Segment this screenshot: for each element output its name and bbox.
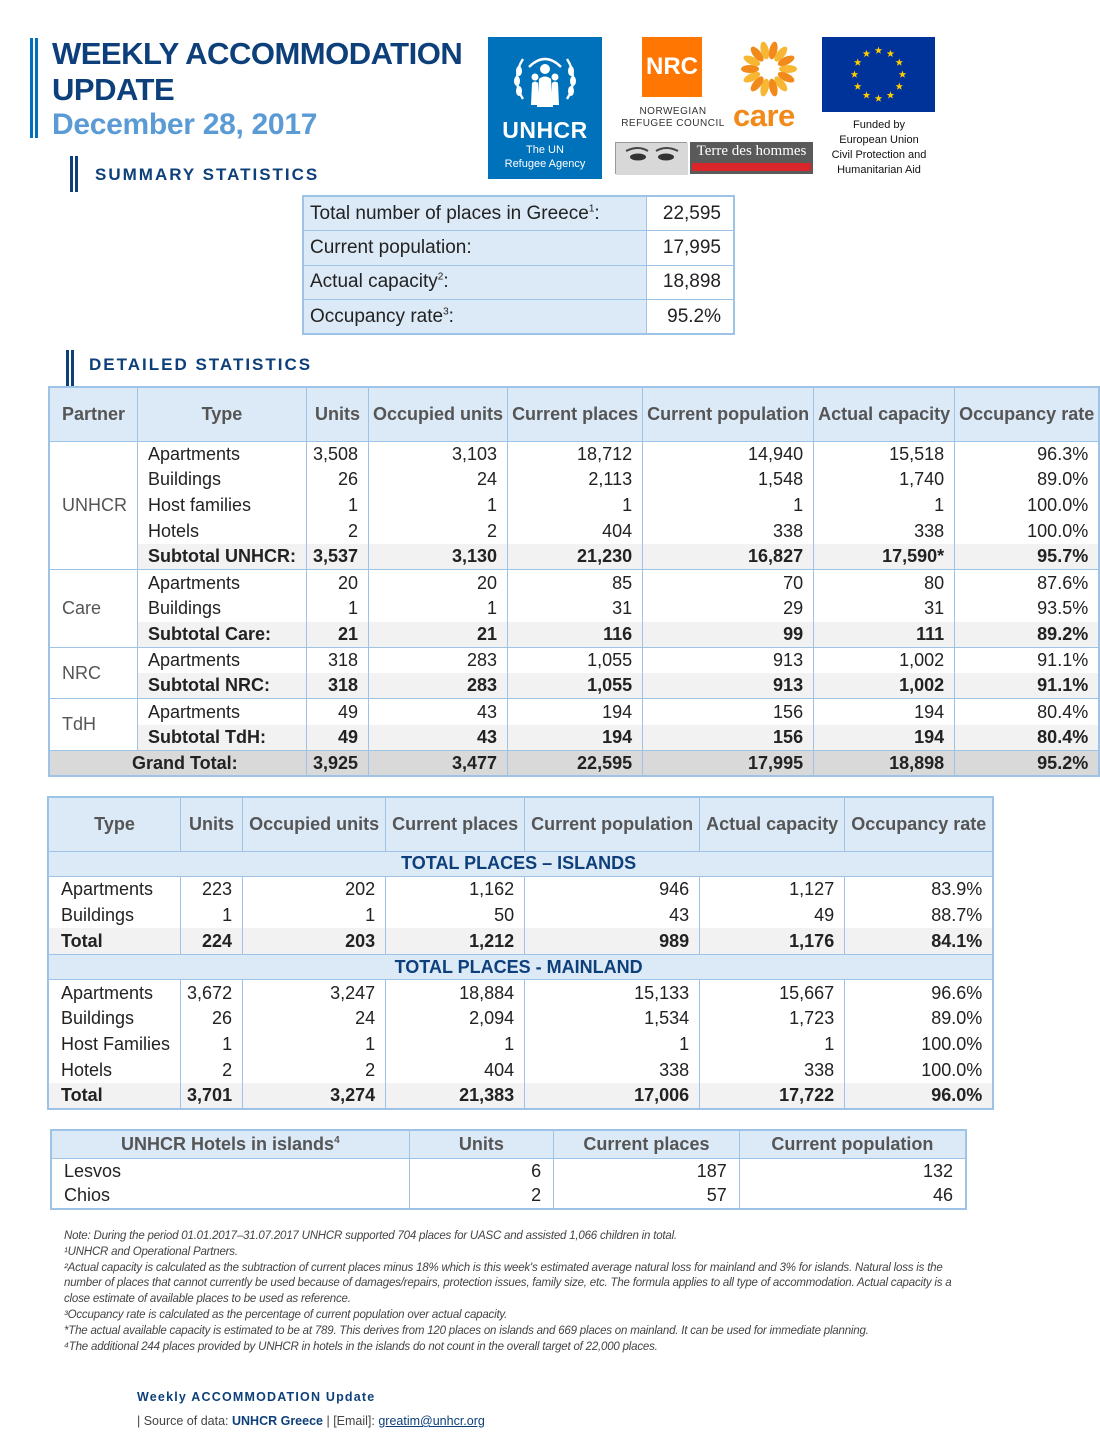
summary-row xyxy=(303,231,734,266)
value-cell: 223 xyxy=(181,877,243,903)
column-header: Actual capacity xyxy=(700,797,845,851)
total-value: 1,176 xyxy=(700,928,845,954)
subtotal-value: 194 xyxy=(508,725,643,751)
title-accent-bar xyxy=(30,38,38,138)
column-header: Occupancy rate xyxy=(955,387,1100,441)
summary-value: 95.2% xyxy=(646,300,734,335)
detailed-heading: DETAILED STATISTICS xyxy=(89,355,313,374)
subtotal-value: 283 xyxy=(369,673,508,699)
star-icon xyxy=(895,59,903,66)
value-cell: 1,548 xyxy=(643,467,814,493)
column-header: Occupied units xyxy=(369,387,508,441)
column-header: Actual capacity xyxy=(814,387,955,441)
column-header: Occupied units xyxy=(243,797,386,851)
unhcr-emblem-icon xyxy=(511,47,579,115)
value-cell: 1 xyxy=(243,903,386,929)
type-cell: Buildings xyxy=(48,903,181,929)
total-label: Total xyxy=(48,1083,181,1109)
star-icon xyxy=(887,50,895,57)
unhcr-logo-text: UNHCR xyxy=(502,117,588,143)
table-row xyxy=(49,493,1099,519)
type-cell: Apartments xyxy=(48,877,181,903)
value-cell: 283 xyxy=(369,647,508,673)
column-header: Current population xyxy=(643,387,814,441)
subtotal-value: 99 xyxy=(643,622,814,648)
grand-total-row xyxy=(49,751,1099,777)
subtotal-value: 194 xyxy=(814,725,955,751)
value-cell: 3,508 xyxy=(306,441,368,467)
value-cell: 1,002 xyxy=(814,647,955,673)
summary-value: 17,995 xyxy=(646,231,734,266)
subtotal-value: 43 xyxy=(369,725,508,751)
tdh-strip xyxy=(692,163,811,171)
value-cell: 49 xyxy=(306,699,368,725)
partner-cell: Care xyxy=(49,570,138,647)
detailed-statistics-table xyxy=(48,386,1100,777)
value-cell: 46 xyxy=(739,1184,966,1210)
location-cell: Chios xyxy=(51,1184,409,1210)
places-table xyxy=(47,796,994,1110)
value-cell: 2,094 xyxy=(386,1006,525,1032)
value-cell: 100.0% xyxy=(845,1057,994,1083)
column-header: Current places xyxy=(554,1130,740,1158)
page-title: WEEKLY ACCOMMODATION UPDATE xyxy=(52,36,463,107)
footnote-ref: 1 xyxy=(588,203,595,215)
subtotal-value: 21 xyxy=(306,622,368,648)
summary-value: 18,898 xyxy=(646,265,734,300)
subtotal-value: 3,537 xyxy=(306,544,368,570)
value-cell: 2 xyxy=(306,518,368,544)
value-cell: 404 xyxy=(386,1057,525,1083)
star-icon xyxy=(851,71,859,78)
partner-cell: TdH xyxy=(49,699,138,751)
summary-label: Total number of places in Greece$^1$: xyxy=(303,196,646,231)
total-row xyxy=(48,928,993,954)
value-cell: 91.1% xyxy=(955,647,1100,673)
value-cell: 338 xyxy=(525,1057,700,1083)
grand-total-label: Grand Total: xyxy=(49,751,306,777)
star-icon xyxy=(854,83,862,90)
value-cell: 132 xyxy=(739,1158,966,1184)
value-cell: 80 xyxy=(814,570,955,596)
value-cell: 946 xyxy=(525,877,700,903)
subtotal-value: 3,130 xyxy=(369,544,508,570)
column-header: Type xyxy=(138,387,307,441)
column-header: Current population xyxy=(739,1130,966,1158)
total-value: 203 xyxy=(243,928,386,954)
table-row xyxy=(49,518,1099,544)
summary-label: Actual capacity$^2$: xyxy=(303,265,646,300)
partner-cell: NRC xyxy=(49,647,138,699)
footnote: ²Actual capacity is calculated as the subtraction of current places minus 18% which is this week's estimated average natural loss for mainland and 3% for islands. Natural loss is the number of places that cannot currently be used because of damages/repairs, protection issues, family size, etc. The formula applies to all type of accommodation. Actual capacity is a close estimate of available places to be used as reference. xyxy=(64,1261,952,1306)
value-cell: 318 xyxy=(306,647,368,673)
summary-row xyxy=(303,300,734,335)
summary-value: 22,595 xyxy=(646,196,734,231)
column-header: Current places xyxy=(508,387,643,441)
value-cell: 100.0% xyxy=(955,518,1100,544)
summary-label: Current population: xyxy=(303,231,646,266)
total-value: 989 xyxy=(525,928,700,954)
footnote: ¹UNHCR and Operational Partners. xyxy=(64,1245,238,1258)
subtotal-value: 1,055 xyxy=(508,673,643,699)
value-cell: 88.7% xyxy=(845,903,994,929)
total-value: 3,701 xyxy=(181,1083,243,1109)
value-cell: 1,723 xyxy=(700,1006,845,1032)
type-cell: Hotels xyxy=(138,518,307,544)
type-cell: Apartments xyxy=(138,570,307,596)
grand-total-value: 95.2% xyxy=(955,751,1100,777)
star-icon xyxy=(854,59,862,66)
hotels-islands-table xyxy=(50,1129,967,1210)
subtotal-label: Subtotal Care: xyxy=(138,622,307,648)
table-row xyxy=(51,1184,966,1210)
value-cell: 29 xyxy=(643,596,814,622)
care-logo: care xyxy=(733,98,795,133)
summary-row xyxy=(303,196,734,231)
total-value: 84.1% xyxy=(845,928,994,954)
value-cell: 96.3% xyxy=(955,441,1100,467)
subtotal-value: 156 xyxy=(643,725,814,751)
column-header: UNHCR Hotels in islands$^4$ xyxy=(51,1130,409,1158)
grand-total-value: 17,995 xyxy=(643,751,814,777)
value-cell: 1 xyxy=(243,1032,386,1058)
type-cell: Buildings xyxy=(138,467,307,493)
table-row xyxy=(48,1032,993,1058)
nrc-logo: NRC xyxy=(642,37,702,97)
sun-petal xyxy=(741,65,759,73)
email-link[interactable]: greatim@unhcr.org xyxy=(378,1414,485,1428)
column-header: Current population xyxy=(525,797,700,851)
total-label: Total xyxy=(48,928,181,954)
total-value: 3,274 xyxy=(243,1083,386,1109)
grand-total-value: 3,477 xyxy=(369,751,508,777)
value-cell: 43 xyxy=(369,699,508,725)
value-cell: 1 xyxy=(369,596,508,622)
value-cell: 49 xyxy=(700,903,845,929)
total-value: 96.0% xyxy=(845,1083,994,1109)
subtotal-label: Subtotal NRC: xyxy=(138,673,307,699)
subtotal-row xyxy=(49,673,1099,699)
footnotes xyxy=(64,1229,956,1355)
value-cell: 1 xyxy=(643,493,814,519)
subtotal-value: 17,590* xyxy=(814,544,955,570)
value-cell: 2 xyxy=(243,1057,386,1083)
value-cell: 338 xyxy=(643,518,814,544)
summary-label: Occupancy rate$^3$: xyxy=(303,300,646,335)
value-cell: 1 xyxy=(814,493,955,519)
table-row xyxy=(48,1006,993,1032)
care-sun-icon xyxy=(737,38,801,100)
value-cell: 20 xyxy=(369,570,508,596)
unhcr-tagline: The UN Refugee Agency xyxy=(504,144,586,170)
value-cell: 1 xyxy=(181,903,243,929)
value-cell: 404 xyxy=(508,518,643,544)
report-date: December 28, 2017 xyxy=(52,108,318,141)
section-band xyxy=(48,851,993,877)
footer-title: Weekly ACCOMMODATION Update xyxy=(137,1390,376,1404)
subtotal-value: 91.1% xyxy=(955,673,1100,699)
value-cell: 18,712 xyxy=(508,441,643,467)
total-row xyxy=(48,1083,993,1109)
column-header: Units xyxy=(306,387,368,441)
column-header: Partner xyxy=(49,387,138,441)
grand-total-value: 3,925 xyxy=(306,751,368,777)
subtotal-value: 1,002 xyxy=(814,673,955,699)
value-cell: 2 xyxy=(409,1184,553,1210)
subtotal-value: 913 xyxy=(643,673,814,699)
summary-accent-bar xyxy=(70,156,78,192)
value-cell: 6 xyxy=(409,1158,553,1184)
subtotal-value: 95.7% xyxy=(955,544,1100,570)
column-header: Units xyxy=(181,797,243,851)
value-cell: 1 xyxy=(369,493,508,519)
grand-total-value: 18,898 xyxy=(814,751,955,777)
column-header: Current places xyxy=(386,797,525,851)
value-cell: 100.0% xyxy=(845,1032,994,1058)
value-cell: 96.6% xyxy=(845,980,994,1006)
summary-heading: SUMMARY STATISTICS xyxy=(95,165,320,184)
footer-source: | Source of data: UNHCR Greece | [Email]: greatim@unhcr.org xyxy=(137,1414,485,1428)
subtotal-label: Subtotal UNHCR: xyxy=(138,544,307,570)
value-cell: 15,667 xyxy=(700,980,845,1006)
star-icon xyxy=(875,95,883,102)
table-row xyxy=(49,647,1099,673)
value-cell: 15,133 xyxy=(525,980,700,1006)
table-row xyxy=(49,596,1099,622)
value-cell: 20 xyxy=(306,570,368,596)
section-band xyxy=(48,954,993,980)
tdh-logo: Terre des hommes xyxy=(690,142,813,174)
type-cell: Buildings xyxy=(48,1006,181,1032)
value-cell: 26 xyxy=(306,467,368,493)
value-cell: 1 xyxy=(306,493,368,519)
value-cell: 1 xyxy=(386,1032,525,1058)
eu-funding-caption: Funded by European Union Civil Protection and Humanitarian Aid xyxy=(831,119,927,176)
star-icon xyxy=(887,91,895,98)
type-cell: Host Families xyxy=(48,1032,181,1058)
table-row xyxy=(48,1057,993,1083)
table-row xyxy=(49,441,1099,467)
column-header: Units xyxy=(409,1130,553,1158)
value-cell: 85 xyxy=(508,570,643,596)
table-row xyxy=(51,1158,966,1184)
subtotal-label: Subtotal TdH: xyxy=(138,725,307,751)
subtotal-value: 80.4% xyxy=(955,725,1100,751)
subtotal-value: 16,827 xyxy=(643,544,814,570)
section-title: TOTAL PLACES - MAINLAND xyxy=(48,954,993,980)
star-icon xyxy=(895,83,903,90)
value-cell: 31 xyxy=(814,596,955,622)
star-icon xyxy=(863,91,871,98)
footnote: *The actual available capacity is estimated to be at 789. This derives from 120 places on islands and 669 places on mainland. It can be used for immediate planning. xyxy=(64,1324,869,1337)
type-cell: Apartments xyxy=(48,980,181,1006)
type-cell: Buildings xyxy=(138,596,307,622)
table-row xyxy=(49,570,1099,596)
subtotal-row xyxy=(49,725,1099,751)
subtotal-value: 318 xyxy=(306,673,368,699)
subtotal-value: 116 xyxy=(508,622,643,648)
value-cell: 1 xyxy=(508,493,643,519)
total-value: 17,006 xyxy=(525,1083,700,1109)
value-cell: 2 xyxy=(369,518,508,544)
sun-petal xyxy=(779,65,797,73)
detailed-accent-bar xyxy=(66,350,74,386)
type-cell: Hotels xyxy=(48,1057,181,1083)
subtotal-value: 111 xyxy=(814,622,955,648)
value-cell: 194 xyxy=(508,699,643,725)
footnote-ref: 4 xyxy=(334,1134,340,1146)
subtotal-value: 21 xyxy=(369,622,508,648)
table-row xyxy=(48,903,993,929)
star-icon xyxy=(899,71,907,78)
table-row xyxy=(48,980,993,1006)
summary-row xyxy=(303,265,734,300)
table-row xyxy=(48,877,993,903)
value-cell: 1,162 xyxy=(386,877,525,903)
type-cell: Apartments xyxy=(138,647,307,673)
footnote: ⁴The additional 244 places provided by UNHCR in hotels in the islands do not count in the overall target of 22,000 places. xyxy=(64,1340,658,1353)
star-icon xyxy=(863,50,871,57)
value-cell: 24 xyxy=(369,467,508,493)
value-cell: 1 xyxy=(306,596,368,622)
value-cell: 156 xyxy=(643,699,814,725)
value-cell: 338 xyxy=(700,1057,845,1083)
type-cell: Apartments xyxy=(138,699,307,725)
value-cell: 194 xyxy=(814,699,955,725)
footnote: ³Occupancy rate is calculated as the percentage of current population over actual capacity. xyxy=(64,1308,508,1321)
tdh-photo xyxy=(615,142,687,174)
value-cell: 1 xyxy=(700,1032,845,1058)
value-cell: 202 xyxy=(243,877,386,903)
total-value: 1,212 xyxy=(386,928,525,954)
value-cell: 93.5% xyxy=(955,596,1100,622)
value-cell: 24 xyxy=(243,1006,386,1032)
type-cell: Host families xyxy=(138,493,307,519)
partner-cell: UNHCR xyxy=(49,441,138,570)
face-icon xyxy=(616,143,688,175)
star-icon xyxy=(875,47,883,54)
total-value: 224 xyxy=(181,928,243,954)
value-cell: 1,055 xyxy=(508,647,643,673)
section-title: TOTAL PLACES – ISLANDS xyxy=(48,851,993,877)
value-cell: 1,534 xyxy=(525,1006,700,1032)
unhcr-logo xyxy=(488,37,602,179)
value-cell: 80.4% xyxy=(955,699,1100,725)
value-cell: 15,518 xyxy=(814,441,955,467)
value-cell: 50 xyxy=(386,903,525,929)
subtotal-row xyxy=(49,544,1099,570)
value-cell: 83.9% xyxy=(845,877,994,903)
value-cell: 89.0% xyxy=(955,467,1100,493)
value-cell: 14,940 xyxy=(643,441,814,467)
subtotal-value: 89.2% xyxy=(955,622,1100,648)
value-cell: 89.0% xyxy=(845,1006,994,1032)
value-cell: 70 xyxy=(643,570,814,596)
value-cell: 2 xyxy=(181,1057,243,1083)
table-row xyxy=(49,467,1099,493)
eu-flag xyxy=(822,37,935,112)
source-name: UNHCR Greece xyxy=(231,1414,323,1428)
value-cell: 100.0% xyxy=(955,493,1100,519)
subtotal-value: 49 xyxy=(306,725,368,751)
footnote: Note: During the period 01.01.2017–31.07.2017 UNHCR supported 704 places for UASC and assisted 1,066 children in total. xyxy=(64,1230,677,1242)
value-cell: 338 xyxy=(814,518,955,544)
nrc-logo-caption: NORWEGIAN REFUGEE COUNCIL xyxy=(621,106,725,129)
value-cell: 26 xyxy=(181,1006,243,1032)
value-cell: 913 xyxy=(643,647,814,673)
value-cell: 3,103 xyxy=(369,441,508,467)
value-cell: 57 xyxy=(554,1184,740,1210)
value-cell: 2,113 xyxy=(508,467,643,493)
value-cell: 1,740 xyxy=(814,467,955,493)
value-cell: 1 xyxy=(181,1032,243,1058)
value-cell: 18,884 xyxy=(386,980,525,1006)
location-cell: Lesvos xyxy=(51,1158,409,1184)
value-cell: 187 xyxy=(554,1158,740,1184)
total-value: 17,722 xyxy=(700,1083,845,1109)
value-cell: 87.6% xyxy=(955,570,1100,596)
footnote-ref: 3 xyxy=(443,306,449,318)
value-cell: 31 xyxy=(508,596,643,622)
type-cell: Apartments xyxy=(138,441,307,467)
subtotal-value: 21,230 xyxy=(508,544,643,570)
value-cell: 3,247 xyxy=(243,980,386,1006)
column-header: Occupancy rate xyxy=(845,797,994,851)
column-header: Type xyxy=(48,797,181,851)
summary-table xyxy=(302,195,735,335)
value-cell: 1 xyxy=(525,1032,700,1058)
value-cell: 3,672 xyxy=(181,980,243,1006)
grand-total-value: 22,595 xyxy=(508,751,643,777)
value-cell: 1,127 xyxy=(700,877,845,903)
eu-stars-icon xyxy=(822,37,935,112)
table-row xyxy=(49,699,1099,725)
value-cell: 43 xyxy=(525,903,700,929)
subtotal-row xyxy=(49,622,1099,648)
footnote-ref: 2 xyxy=(437,271,444,283)
total-value: 21,383 xyxy=(386,1083,525,1109)
